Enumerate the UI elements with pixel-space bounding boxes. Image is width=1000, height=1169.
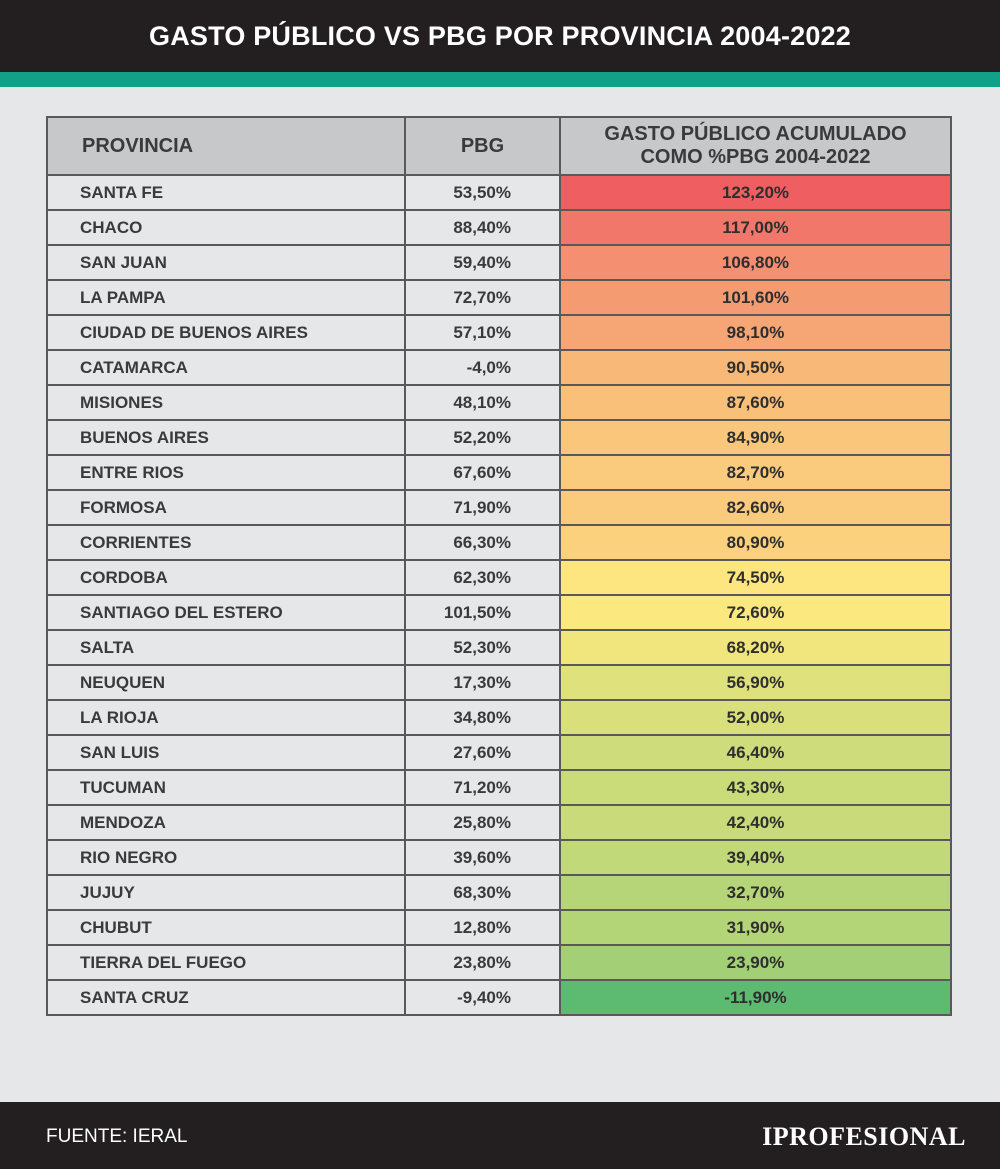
cell-gasto-value: 43,30%	[726, 777, 785, 797]
cell-pbg: 25,80%	[405, 805, 560, 840]
source-note: FUENTE: IERAL	[46, 1126, 188, 1147]
cell-pbg: 52,20%	[405, 420, 560, 455]
cell-gasto	[560, 770, 951, 805]
cell-gasto	[560, 840, 951, 875]
cell-gasto-value: 117,00%	[722, 217, 789, 237]
cell-provincia: SANTA FE	[47, 175, 405, 210]
header-gasto	[560, 117, 951, 175]
cell-pbg: 53,50%	[405, 175, 560, 210]
cell-pbg: -9,40%	[405, 980, 560, 1015]
cell-gasto	[560, 385, 951, 420]
cell-pbg: 27,60%	[405, 735, 560, 770]
cell-pbg: 57,10%	[405, 315, 560, 350]
table-row	[47, 315, 951, 350]
cell-gasto-value: 90,50%	[726, 357, 785, 377]
cell-provincia: TIERRA DEL FUEGO	[47, 945, 405, 980]
cell-provincia: SANTIAGO DEL ESTERO	[47, 595, 405, 630]
cell-gasto-value: 84,90%	[726, 427, 785, 447]
table-row	[47, 455, 951, 490]
cell-provincia: MENDOZA	[47, 805, 405, 840]
cell-pbg: 48,10%	[405, 385, 560, 420]
cell-provincia: CORDOBA	[47, 560, 405, 595]
title-bar	[0, 0, 1000, 72]
cell-provincia: CHACO	[47, 210, 405, 245]
table-row	[47, 700, 951, 735]
cell-pbg: 39,60%	[405, 840, 560, 875]
cell-gasto-value: 39,40%	[726, 847, 785, 867]
cell-provincia: CHUBUT	[47, 910, 405, 945]
table-row	[47, 420, 951, 455]
cell-gasto	[560, 735, 951, 770]
cell-pbg: 34,80%	[405, 700, 560, 735]
cell-gasto	[560, 665, 951, 700]
cell-gasto-value: 31,90%	[726, 917, 785, 937]
cell-gasto-value: 82,70%	[726, 462, 785, 482]
table-row	[47, 980, 951, 1015]
cell-provincia: CATAMARCA	[47, 350, 405, 385]
cell-gasto-value: 52,00%	[726, 707, 785, 727]
table-row	[47, 595, 951, 630]
cell-pbg: 71,20%	[405, 770, 560, 805]
cell-provincia: MISIONES	[47, 385, 405, 420]
cell-gasto	[560, 350, 951, 385]
cell-provincia: BUENOS AIRES	[47, 420, 405, 455]
table-row	[47, 840, 951, 875]
cell-provincia: SANTA CRUZ	[47, 980, 405, 1015]
table-row	[47, 805, 951, 840]
cell-gasto	[560, 700, 951, 735]
header-gasto-line2: COMO %PBG 2004-2022	[640, 146, 871, 168]
brand-logo: IPROFESIONAL	[762, 1122, 966, 1151]
header-provincia: PROVINCIA	[47, 117, 405, 175]
data-table	[46, 116, 952, 1016]
cell-pbg: 23,80%	[405, 945, 560, 980]
table-row	[47, 280, 951, 315]
cell-provincia: NEUQUEN	[47, 665, 405, 700]
cell-gasto	[560, 910, 951, 945]
cell-pbg: 71,90%	[405, 490, 560, 525]
cell-gasto	[560, 175, 951, 210]
table-row	[47, 490, 951, 525]
page-title: GASTO PÚBLICO VS PBG POR PROVINCIA 2004-2022	[149, 20, 851, 51]
cell-pbg: 101,50%	[405, 595, 560, 630]
header-pbg: PBG	[405, 117, 560, 175]
cell-gasto	[560, 980, 951, 1015]
cell-gasto-value: 46,40%	[726, 742, 785, 762]
table-body	[47, 175, 951, 1015]
table-row	[47, 385, 951, 420]
cell-gasto	[560, 805, 951, 840]
cell-pbg: 88,40%	[405, 210, 560, 245]
cell-gasto-value: 32,70%	[726, 882, 785, 902]
cell-gasto-value: 72,60%	[726, 602, 785, 622]
cell-gasto-value: 42,40%	[726, 812, 785, 832]
data-table-container	[46, 116, 950, 1016]
cell-gasto-value: 98,10%	[726, 322, 785, 342]
cell-gasto	[560, 560, 951, 595]
cell-gasto-value: 82,60%	[726, 497, 785, 517]
table-row	[47, 350, 951, 385]
cell-gasto	[560, 315, 951, 350]
cell-gasto	[560, 525, 951, 560]
cell-gasto-value: 23,90%	[726, 952, 785, 972]
cell-provincia: SAN LUIS	[47, 735, 405, 770]
cell-provincia: RIO NEGRO	[47, 840, 405, 875]
cell-pbg: 52,30%	[405, 630, 560, 665]
cell-pbg: 59,40%	[405, 245, 560, 280]
cell-provincia: LA RIOJA	[47, 700, 405, 735]
cell-gasto	[560, 630, 951, 665]
cell-pbg: 67,60%	[405, 455, 560, 490]
table-row	[47, 525, 951, 560]
table-row	[47, 875, 951, 910]
table-row	[47, 770, 951, 805]
cell-gasto-value: 68,20%	[726, 637, 785, 657]
table-row	[47, 945, 951, 980]
table-row	[47, 665, 951, 700]
table-row	[47, 560, 951, 595]
cell-provincia: CORRIENTES	[47, 525, 405, 560]
header-gasto-line1: GASTO PÚBLICO ACUMULADO	[604, 123, 907, 145]
cell-gasto-value: -11,90%	[724, 987, 787, 1007]
cell-provincia: CIUDAD DE BUENOS AIRES	[47, 315, 405, 350]
cell-gasto	[560, 420, 951, 455]
cell-provincia: TUCUMAN	[47, 770, 405, 805]
accent-stripe	[0, 72, 1000, 87]
table-row	[47, 210, 951, 245]
cell-gasto	[560, 595, 951, 630]
cell-gasto	[560, 210, 951, 245]
cell-gasto	[560, 490, 951, 525]
cell-gasto	[560, 945, 951, 980]
cell-gasto	[560, 245, 951, 280]
cell-provincia: JUJUY	[47, 875, 405, 910]
cell-pbg: 17,30%	[405, 665, 560, 700]
cell-provincia: LA PAMPA	[47, 280, 405, 315]
table-row	[47, 245, 951, 280]
table-row	[47, 175, 951, 210]
cell-gasto-value: 74,50%	[726, 567, 785, 587]
cell-gasto	[560, 455, 951, 490]
cell-pbg: 66,30%	[405, 525, 560, 560]
cell-gasto-value: 80,90%	[726, 532, 785, 552]
footer-bar	[0, 1102, 1000, 1169]
cell-gasto-value: 123,20%	[721, 182, 790, 202]
cell-pbg: 68,30%	[405, 875, 560, 910]
cell-pbg: 72,70%	[405, 280, 560, 315]
table-row	[47, 910, 951, 945]
cell-gasto	[560, 875, 951, 910]
cell-provincia: SAN JUAN	[47, 245, 405, 280]
cell-pbg: 62,30%	[405, 560, 560, 595]
table-header-row	[47, 117, 951, 175]
cell-provincia: FORMOSA	[47, 490, 405, 525]
cell-provincia: ENTRE RIOS	[47, 455, 405, 490]
cell-provincia: SALTA	[47, 630, 405, 665]
cell-gasto-value: 87,60%	[726, 392, 785, 412]
cell-pbg: 12,80%	[405, 910, 560, 945]
cell-gasto-value: 56,90%	[726, 672, 785, 692]
table-row	[47, 630, 951, 665]
cell-pbg: -4,0%	[405, 350, 560, 385]
cell-gasto-value: 101,60%	[721, 287, 790, 307]
table-row	[47, 735, 951, 770]
cell-gasto	[560, 280, 951, 315]
cell-gasto-value: 106,80%	[721, 252, 790, 272]
